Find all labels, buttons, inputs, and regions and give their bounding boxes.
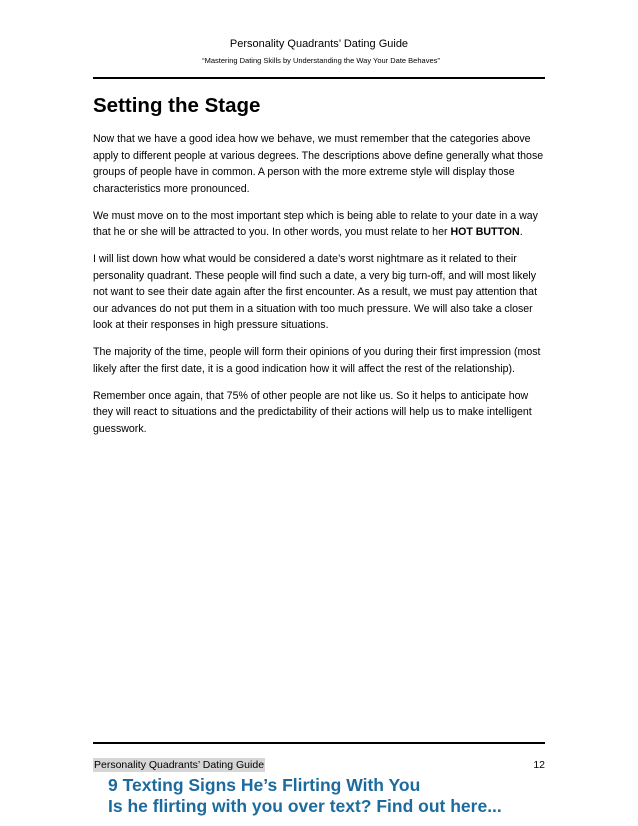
paragraph-4: The majority of the time, people will form their opinions of you during their first impression (most likely after the first date, it is a good indication how it will affect the rest of the relationship).: [93, 346, 541, 375]
header-subtitle: “Mastering Dating Skills by Understanding the Way Your Date Behaves”: [202, 56, 440, 65]
paragraph-3: I will list down how what would be considered a date’s worst nightmare as it related to their personality quadrant. These people will find such a date, a very big turn-off, and will most likely not want to see their date again after the first encounter. As a result, we must pay attention that our advances do not put them in a situation with too much pressure. We will also take a closer look at their responses in high pressure situations.: [93, 253, 538, 332]
paragraph-2-end: .: [519, 226, 523, 239]
ad-headline[interactable]: 9 Texting Signs He’s Flirting With You: [108, 775, 421, 795]
hot-button-emphasis: HOT BUTTON: [450, 226, 520, 239]
header-divider: [93, 77, 545, 79]
page-number: 12: [533, 759, 545, 771]
paragraph-2: [93, 208, 549, 241]
paragraph-5: Remember once again, that 75% of other people are not like us. So it helps to anticipate how they will react to situations and the predictability of their actions will help us to make intelligent guesswork.: [93, 389, 532, 435]
paragraph-2-text: We must move on to the most important step which is being able to relate to your date in a way that he or she will be attracted to you. In other words, you must relate to her: [93, 209, 538, 239]
paragraph-1: Now that we have a good idea how we behave, we must remember that the categories above apply to different people at various degrees. The descriptions above define generally what those groups of people have in common. A person with the more extreme style will display those characteristics more pronounced.: [93, 133, 544, 195]
section-heading: Setting the Stage: [93, 94, 261, 117]
footer-divider: [93, 742, 545, 744]
header-title: Personality Quadrants’ Dating Guide: [229, 38, 409, 50]
ad-banner-link[interactable]: [108, 775, 548, 817]
ad-subline[interactable]: Is he flirting with you over text? Find out here...: [108, 796, 502, 816]
footer-label: Personality Quadrants’ Dating Guide: [94, 759, 265, 771]
page-content: [93, 93, 549, 448]
